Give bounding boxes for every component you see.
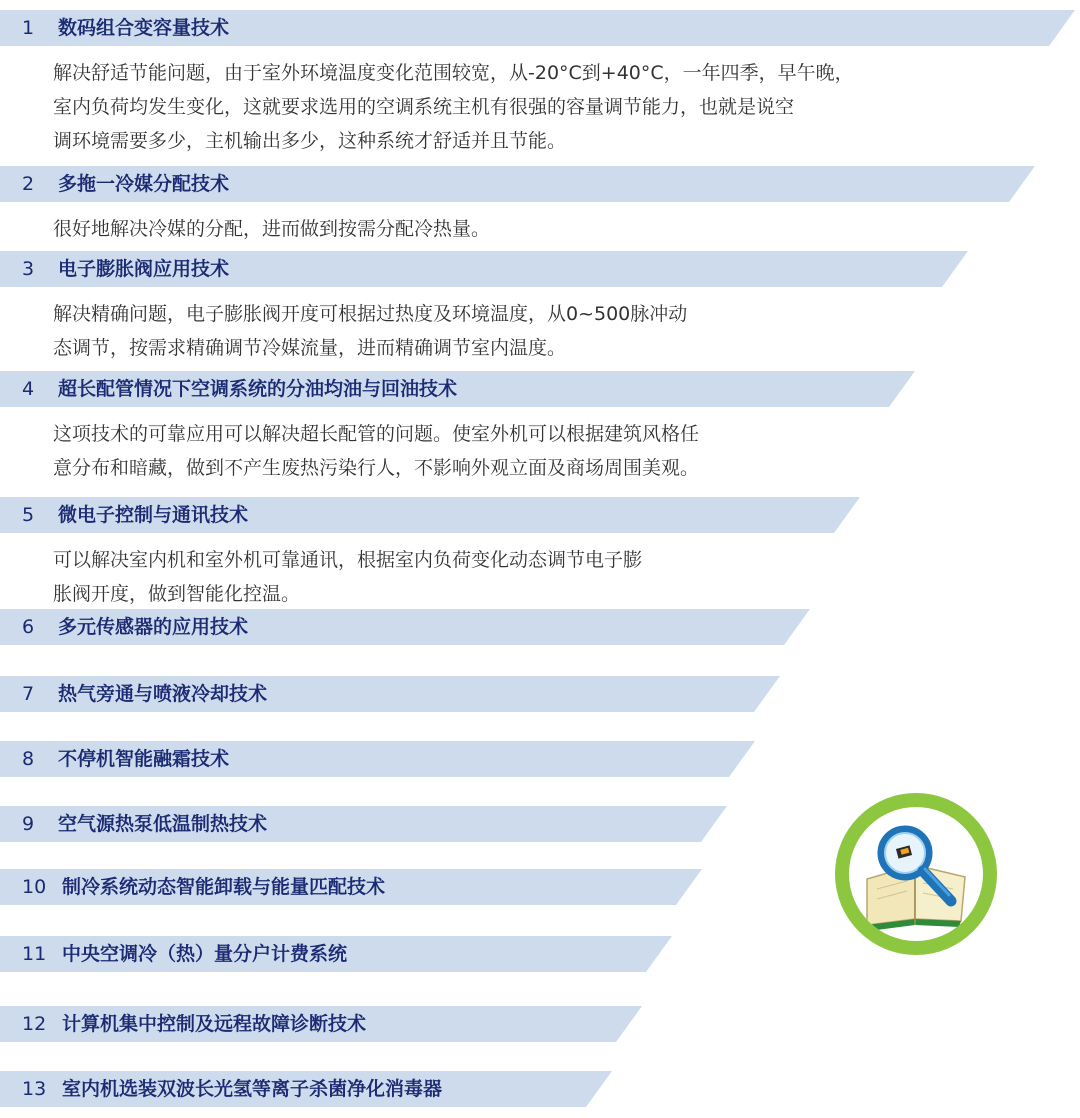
item-number: 2 [22, 173, 35, 195]
item-title: 制冷系统动态智能卸载与能量匹配技术 [62, 876, 386, 898]
item-number: 3 [22, 258, 35, 280]
item-number: 12 [22, 1013, 47, 1035]
item-number: 8 [22, 748, 35, 770]
item-heading [22, 1006, 366, 1042]
description-line: 调环境需要多少，主机输出多少，这种系统才舒适并且节能。 [53, 130, 567, 152]
decorative-badge [835, 793, 997, 955]
item-heading [22, 869, 385, 905]
description-line: 胀阀开度，做到智能化控温。 [53, 583, 301, 605]
item-title: 多元传感器的应用技术 [58, 616, 249, 638]
description-line: 态调节，按需求精确调节冷媒流量，进而精确调节室内温度。 [53, 337, 567, 359]
item-description [53, 212, 490, 246]
item-number: 7 [22, 683, 35, 705]
item-number: 5 [22, 504, 35, 526]
item-number: 13 [22, 1078, 47, 1100]
item-title: 微电子控制与通讯技术 [58, 504, 249, 526]
item-title: 热气旁通与喷液冷却技术 [58, 683, 268, 705]
item-description [53, 56, 854, 158]
item-heading [22, 371, 457, 407]
item-title: 室内机选装双波长光氢等离子杀菌净化消毒器 [62, 1078, 443, 1100]
item-number: 4 [22, 378, 35, 400]
description-line: 这项技术的可靠应用可以解决超长配管的问题。使室外机可以根据建筑风格任 [53, 423, 700, 445]
item-title: 空气源热泵低温制热技术 [58, 813, 268, 835]
item-number: 6 [22, 616, 35, 638]
item-heading [22, 1071, 442, 1107]
item-heading [22, 676, 267, 712]
description-line: 可以解决室内机和室外机可靠通讯，根据室内负荷变化动态调节电子膨 [53, 549, 643, 571]
item-title: 数码组合变容量技术 [58, 17, 230, 39]
item-number: 10 [22, 876, 47, 898]
item-title: 多拖一冷媒分配技术 [58, 173, 230, 195]
item-title: 电子膨胀阀应用技术 [58, 258, 230, 280]
description-line: 解决舒适节能问题，由于室外环境温度变化范围较宽，从-20°C到+40°C，一年四季，早午晚， [53, 62, 854, 84]
item-title: 中央空调冷（热）量分户计费系统 [62, 943, 348, 965]
badge-inner [849, 807, 983, 941]
item-heading [22, 497, 248, 533]
item-number: 11 [22, 943, 47, 965]
item-description [53, 297, 687, 365]
item-description [53, 417, 699, 485]
description-line: 很好地解决冷媒的分配，进而做到按需分配冷热量。 [53, 218, 491, 240]
item-heading [22, 251, 229, 287]
item-heading [22, 166, 229, 202]
item-title: 超长配管情况下空调系统的分油均油与回油技术 [58, 378, 458, 400]
item-heading [22, 609, 248, 645]
item-number: 1 [22, 17, 35, 39]
item-number: 9 [22, 813, 35, 835]
description-line: 解决精确问题，电子膨胀阀开度可根据过热度及环境温度，从0~500脉冲动 [53, 303, 688, 325]
item-title: 不停机智能融霜技术 [58, 748, 230, 770]
description-line: 室内负荷均发生变化，这就要求选用的空调系统主机有很强的容量调节能力，也就是说空 [53, 96, 795, 118]
item-description [53, 543, 642, 611]
item-heading [22, 936, 347, 972]
item-heading [22, 741, 229, 777]
item-heading [22, 806, 267, 842]
item-heading [22, 10, 229, 46]
magnifier-over-book-icon [849, 807, 983, 941]
description-line: 意分布和暗藏，做到不产生废热污染行人，不影响外观立面及商场周围美观。 [53, 457, 700, 479]
item-title: 计算机集中控制及远程故障诊断技术 [62, 1013, 367, 1035]
